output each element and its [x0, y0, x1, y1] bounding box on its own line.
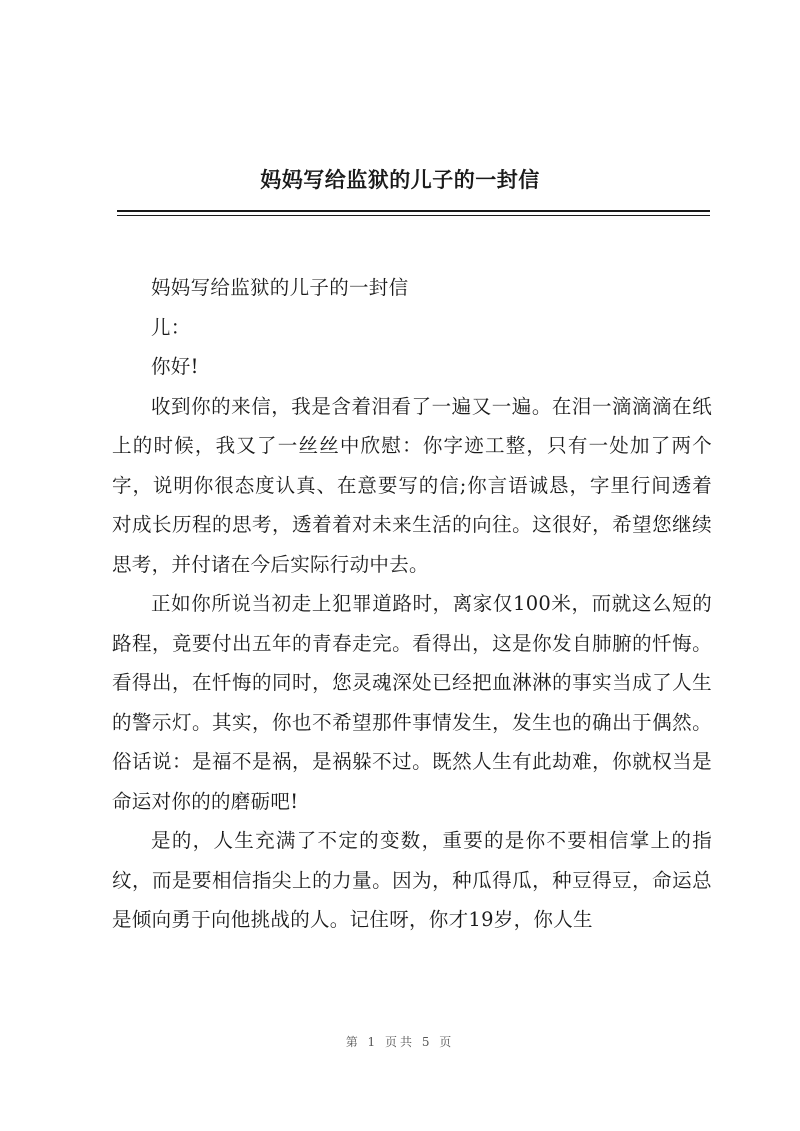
letter-body — [112, 268, 712, 940]
letter-salutation: 儿： — [151, 315, 191, 339]
letter-heading: 妈妈写给监狱的儿子的一封信 — [151, 276, 409, 299]
letter-greeting: 你好! — [151, 355, 199, 378]
letter-paragraph: 正如你所说当初走上犯罪道路时，离家仅100米，而就这么短的路程，竟要付出五年的青春走完。看得出，这是你发自肺腑的忏悔。看得出，在忏悔的同时，您灵魂深处已经把血淋淋的事实当成了人生的警示灯。其实，你也不希望那件事情发生，发生也的确出于偶然。俗话说：是福不是祸，是祸躲不过。既然人生有此劫难，你就权当是命运对你的的磨砺吧! — [112, 592, 712, 813]
letter-paragraph: 收到你的来信，我是含着泪看了一遍又一遍。在泪一滴滴滴在纸上的时候，我又了一丝丝中欣慰：你字迹工整，只有一处加了两个字，说明你很态度认真、在意要写的信;你言语诚恳，字里行间透着对成长历程的思考，透着着对未来生活的向往。这很好，希望您继续思考，并付诸在今后实际行动中去。 — [112, 394, 712, 576]
title-divider-thin — [117, 215, 710, 216]
page-title: 妈妈写给监狱的儿子的一封信 — [260, 167, 540, 192]
letter-paragraph: 是的，人生充满了不定的变数，重要的是你不要相信掌上的指纹，而是要相信指尖上的力量。因为，种瓜得瓜，种豆得豆，命运总是倾向勇于向他挑战的人。记住呀，你才19岁，你人生 — [112, 829, 712, 931]
title-divider — [117, 210, 710, 212]
page-number: 第 1 页共 5 页 — [345, 1035, 455, 1049]
